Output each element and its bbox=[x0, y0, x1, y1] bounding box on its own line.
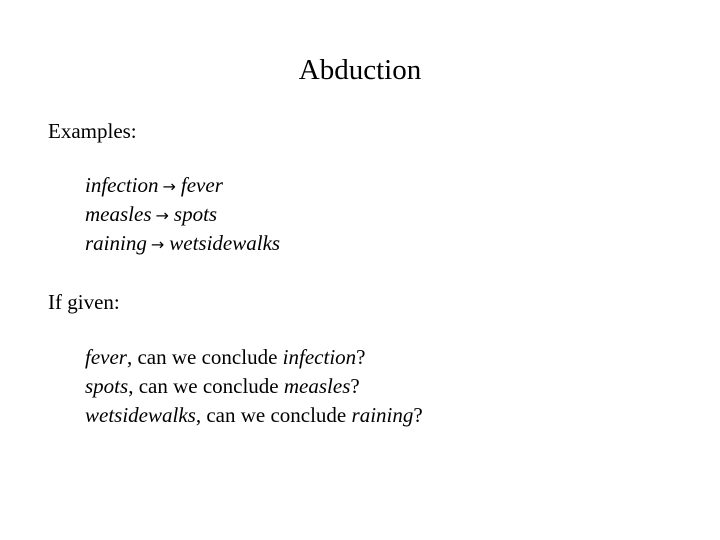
question-end: ? bbox=[356, 345, 366, 369]
example-premise: infection bbox=[85, 173, 159, 197]
question-line bbox=[85, 402, 423, 428]
question-given: spots bbox=[85, 374, 129, 398]
question-given: fever bbox=[85, 345, 127, 369]
question-line bbox=[85, 344, 365, 370]
example-line bbox=[85, 201, 217, 229]
arrow-icon: → bbox=[155, 206, 169, 225]
examples-label: Examples: bbox=[48, 119, 137, 143]
arrow-icon: → bbox=[162, 177, 176, 196]
question-end: ? bbox=[413, 403, 423, 427]
if-given-label: If given: bbox=[48, 290, 120, 314]
example-line bbox=[85, 230, 280, 258]
example-premise: raining bbox=[85, 231, 147, 255]
question-middle: , can we conclude bbox=[195, 403, 352, 427]
example-conclusion: fever bbox=[180, 173, 223, 197]
example-premise: measles bbox=[85, 202, 152, 226]
example-line bbox=[85, 172, 223, 200]
question-given: wetsidewalks bbox=[85, 403, 196, 427]
slide-title bbox=[0, 52, 720, 88]
slide-title-text: Abduction bbox=[298, 54, 422, 86]
example-conclusion: spots bbox=[173, 202, 218, 226]
question-end: ? bbox=[350, 374, 360, 398]
arrow-icon: → bbox=[150, 235, 165, 254]
example-conclusion: wetsidewalks bbox=[169, 231, 281, 255]
question-line bbox=[85, 373, 360, 399]
question-target: measles bbox=[283, 374, 351, 398]
question-middle: , can we conclude bbox=[128, 374, 284, 398]
question-target: infection bbox=[282, 345, 357, 369]
question-target: raining bbox=[351, 403, 414, 427]
question-middle: , can we conclude bbox=[126, 345, 283, 369]
